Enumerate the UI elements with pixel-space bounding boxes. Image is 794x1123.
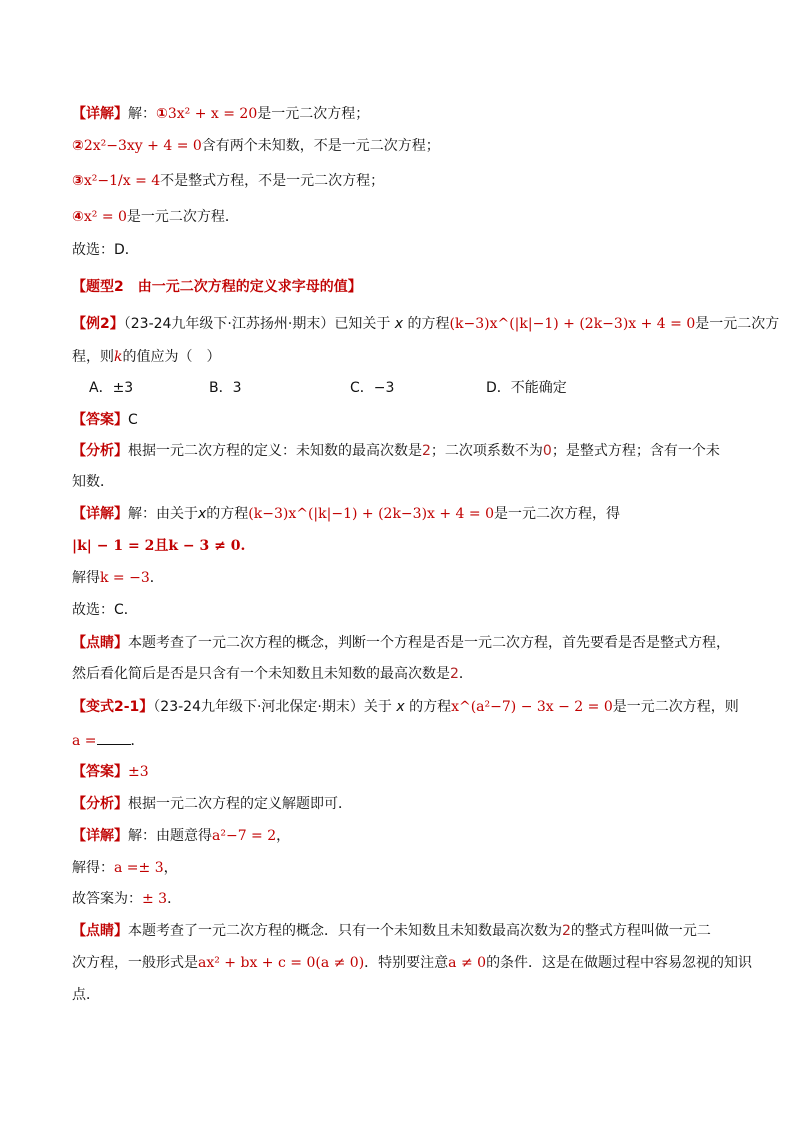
variant-detail-eq: a²−7 = 2 bbox=[212, 828, 277, 844]
equation-4-note: 是一元二次方程． bbox=[126, 209, 239, 225]
example2-tag: 【例2】 bbox=[72, 316, 124, 332]
answer-blank bbox=[97, 730, 131, 745]
example2-comment-1 bbox=[72, 633, 730, 653]
option-a: A．±3 bbox=[89, 380, 134, 396]
detail-text-1b: 的方程 bbox=[206, 506, 249, 522]
analysis-text-1b: ；二次项系数不为 bbox=[430, 443, 543, 459]
variant-detail-end-1: ， bbox=[276, 828, 291, 844]
example2-line-2 bbox=[72, 347, 724, 367]
detail-text-1c: 是一元二次方程，得 bbox=[494, 506, 621, 522]
example2-answer bbox=[72, 410, 724, 430]
variant-answer-tag: 【答案】 bbox=[72, 764, 128, 780]
equation-3-note: 不是整式方程，不是一元二次方程； bbox=[160, 173, 385, 189]
detail-line-4 bbox=[72, 207, 724, 227]
analysis-num-2: 2 bbox=[422, 443, 431, 459]
detail-line-1 bbox=[72, 104, 724, 124]
variant-comment-2 bbox=[72, 953, 753, 973]
general-form-equation: ax² + bx + c = 0(a ≠ 0) bbox=[198, 955, 365, 971]
variant-detail-end-2: ， bbox=[163, 860, 178, 876]
variant-detail-answer: ± 3 bbox=[142, 891, 168, 907]
variant-detail-text-2: 解得： bbox=[72, 860, 114, 876]
example2-line-1 bbox=[72, 314, 780, 334]
example2-post: 是一元二次方 bbox=[695, 316, 780, 332]
example2-analysis-1 bbox=[72, 441, 724, 461]
choice-line: 故选：D． bbox=[72, 242, 139, 258]
variant-comment-text-2c: 的条件．这是在做题过程中容易忽视的知识 bbox=[486, 955, 753, 971]
example2-detail-2 bbox=[72, 536, 724, 556]
option-c: C．−3 bbox=[350, 380, 395, 396]
variant-tag: 【变式2-1】 bbox=[72, 699, 154, 715]
comment-end: ． bbox=[458, 666, 473, 682]
section-heading: 【题型2 由一元二次方程的定义求字母的值】 bbox=[72, 279, 362, 295]
variant-answer bbox=[72, 762, 724, 782]
variant-detail-text-3: 故答案为： bbox=[72, 891, 142, 907]
variant-comment-text-1: 本题考查了一元二次方程的概念．只有一个未知数且未知数最高次数为 bbox=[128, 923, 562, 939]
variant-detail-tag: 【详解】 bbox=[72, 828, 128, 844]
detail-prefix: 解： bbox=[128, 106, 156, 122]
analysis-text-1c: ；是整式方程；含有一个未 bbox=[551, 443, 720, 459]
comment-text-1: 本题考查了一元二次方程的概念，判断一个方程是否是一元二次方程，首先要看是否是整式方程， bbox=[128, 635, 730, 651]
variant-analysis-tag: 【分析】 bbox=[72, 796, 128, 812]
analysis-num-0: 0 bbox=[542, 443, 552, 459]
example2-cont: 程，则 bbox=[72, 349, 114, 365]
example2-mid: 的方程 bbox=[407, 316, 450, 332]
answer-value: C bbox=[128, 412, 138, 428]
detail-condition: |k| − 1 = 2且k − 3 ≠ 0. bbox=[72, 538, 246, 554]
variant-analysis bbox=[72, 794, 724, 814]
example2-detail-3 bbox=[72, 568, 724, 588]
detail-text-1: 解：由关于 bbox=[128, 506, 198, 522]
detail-tag: 【详解】 bbox=[72, 106, 128, 122]
example2-source: （23-24九年级下·江苏扬州·期末）已知关于 bbox=[123, 316, 391, 332]
detail-line-3 bbox=[72, 171, 724, 191]
variant-post: 是一元二次方程，则 bbox=[612, 699, 739, 715]
equation-2: 2x²−3xy + 4 = 0 bbox=[83, 138, 202, 154]
detail-line-2 bbox=[72, 136, 724, 156]
comment-num: 2 bbox=[450, 666, 459, 682]
circle-number-2: ② bbox=[72, 138, 84, 154]
variant-line2-end: ． bbox=[130, 733, 145, 749]
variant-comment-text-2: 次方程，一般形式是 bbox=[72, 955, 198, 971]
example2-equation: (k−3)x^(|k|−1) + (2k−3)x + 4 = 0 bbox=[449, 316, 696, 332]
equation-4: x² = 0 bbox=[83, 209, 127, 225]
variant-mid: 的方程 bbox=[409, 699, 452, 715]
variant-comment-3: 点． bbox=[72, 987, 100, 1003]
example2-detail-1 bbox=[72, 504, 724, 524]
variant-var-x: x bbox=[396, 699, 405, 715]
detail-var-x: x bbox=[198, 506, 207, 522]
detail-equation: (k−3)x^(|k|−1) + (2k−3)x + 4 = 0 bbox=[248, 506, 495, 522]
comment-text-2: 然后看化简后是否是只含有一个未知数且未知数的最高次数是 bbox=[72, 666, 450, 682]
var-k: k bbox=[114, 349, 123, 365]
variant-comment-tag: 【点睛】 bbox=[72, 923, 128, 939]
variant-detail-solution: a =± 3 bbox=[114, 860, 164, 876]
variant-detail-text-1: 解：由题意得 bbox=[128, 828, 212, 844]
equation-2-note: 含有两个未知数，不是一元二次方程； bbox=[201, 138, 440, 154]
detail-solution: k = −3 bbox=[100, 570, 150, 586]
variant-a-eq: a = bbox=[72, 733, 97, 749]
equation-1-note: 是一元二次方程； bbox=[257, 106, 370, 122]
condition-a-nonzero: a ≠ 0 bbox=[448, 955, 487, 971]
answer-tag: 【答案】 bbox=[72, 412, 128, 428]
variant-line-1 bbox=[72, 697, 739, 717]
variant-line-2 bbox=[72, 730, 724, 751]
example2-analysis-2: 知数． bbox=[72, 474, 114, 490]
example2-cont2: 的值应为（ ） bbox=[122, 349, 221, 365]
variant-detail-1 bbox=[72, 826, 724, 846]
option-b: B．3 bbox=[209, 380, 242, 396]
variant-comment-num: 2 bbox=[562, 923, 571, 939]
equation-3: x²−1/x = 4 bbox=[83, 173, 161, 189]
example2-detail-4: 故选：C． bbox=[72, 602, 138, 618]
variant-comment-1 bbox=[72, 921, 724, 941]
variant-detail-3 bbox=[72, 889, 724, 909]
equation-1: 3x² + x = 20 bbox=[167, 106, 258, 122]
option-d: D．不能确定 bbox=[486, 380, 567, 396]
example2-comment-2 bbox=[72, 664, 724, 684]
comment-tag: 【点睛】 bbox=[72, 635, 128, 651]
variant-comment-text-2b: ．特别要注意 bbox=[364, 955, 449, 971]
variant-answer-value: ±3 bbox=[128, 764, 149, 780]
detail-solve-pre: 解得 bbox=[72, 570, 100, 586]
detail-tag-2: 【详解】 bbox=[72, 506, 128, 522]
detail-solve-post: ． bbox=[149, 570, 164, 586]
circle-number-4: ④ bbox=[72, 209, 84, 225]
variant-detail-end-3: ． bbox=[167, 891, 182, 907]
circle-number-1: ① bbox=[156, 106, 168, 122]
variant-detail-2 bbox=[72, 858, 724, 878]
var-x: x bbox=[394, 316, 404, 332]
variant-source: （23-24九年级下·河北保定·期末）关于 bbox=[153, 699, 392, 715]
analysis-tag: 【分析】 bbox=[72, 443, 128, 459]
circle-number-3: ③ bbox=[72, 173, 84, 189]
variant-equation: x^(a²−7) − 3x − 2 = 0 bbox=[451, 699, 613, 715]
variant-analysis-text: 根据一元二次方程的定义解题即可． bbox=[128, 796, 352, 812]
variant-comment-text-1b: 的整式方程叫做一元二 bbox=[570, 923, 711, 939]
analysis-text-1: 根据一元二次方程的定义：未知数的最高次数是 bbox=[128, 443, 422, 459]
